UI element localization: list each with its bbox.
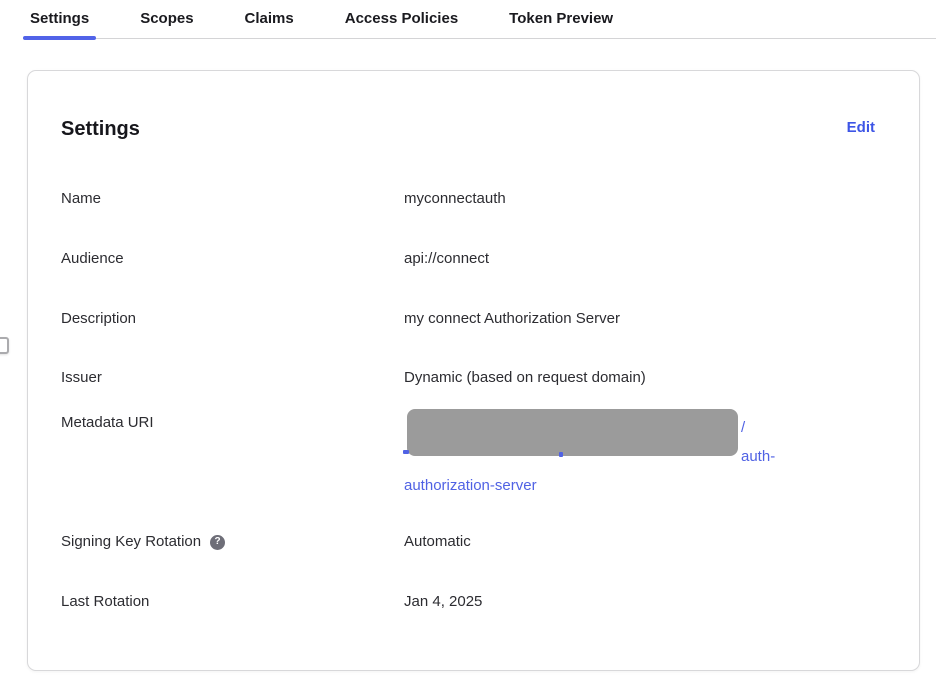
tab-bar — [23, 0, 936, 39]
field-row-description — [61, 309, 875, 329]
field-value: myconnectauth — [404, 190, 506, 207]
redaction-overlay — [407, 409, 738, 456]
settings-card — [27, 70, 920, 671]
card-header — [61, 118, 875, 140]
field-row-name — [61, 189, 875, 209]
field-row-metadata-uri — [61, 413, 875, 500]
tab-token-preview[interactable]: Token Preview — [509, 10, 614, 27]
field-value: my connect Authorization Server — [404, 310, 620, 327]
tab-scopes[interactable]: Scopes — [140, 10, 194, 27]
metadata-uri-link[interactable] — [404, 413, 775, 500]
clipped-edge-element — [0, 337, 9, 354]
link-fragment: / — [741, 419, 746, 436]
tab-claims[interactable]: Claims — [244, 10, 294, 27]
link-fragment: auth- — [741, 448, 776, 465]
field-row-signing-key-rotation — [61, 532, 875, 552]
field-value: Automatic — [404, 533, 471, 550]
field-label: Last Rotation — [61, 593, 150, 610]
field-value: Dynamic (based on request domain) — [404, 369, 646, 386]
field-row-issuer — [61, 368, 875, 388]
link-line-3[interactable] — [404, 471, 775, 500]
link-fragment: authorization-server — [404, 477, 537, 494]
field-label: Audience — [61, 250, 124, 267]
redacted-text-remnant — [559, 452, 563, 457]
field-label: Name — [61, 190, 102, 207]
field-value: api://connect — [404, 250, 490, 267]
field-label: Metadata URI — [61, 414, 154, 431]
edit-button[interactable]: Edit — [846, 119, 875, 136]
help-icon[interactable]: ? — [210, 535, 225, 550]
field-row-audience — [61, 249, 875, 269]
field-label — [61, 532, 404, 552]
tab-access-policies[interactable]: Access Policies — [344, 10, 459, 27]
field-label: Description — [61, 310, 137, 327]
field-value: Jan 4, 2025 — [404, 593, 483, 610]
redacted-text-remnant — [403, 450, 409, 454]
card-title: Settings — [61, 118, 140, 140]
field-row-last-rotation — [61, 592, 875, 612]
field-label: Issuer — [61, 369, 102, 386]
tab-settings[interactable]: Settings — [23, 0, 96, 38]
field-label-text: Signing Key Rotation — [61, 533, 202, 550]
